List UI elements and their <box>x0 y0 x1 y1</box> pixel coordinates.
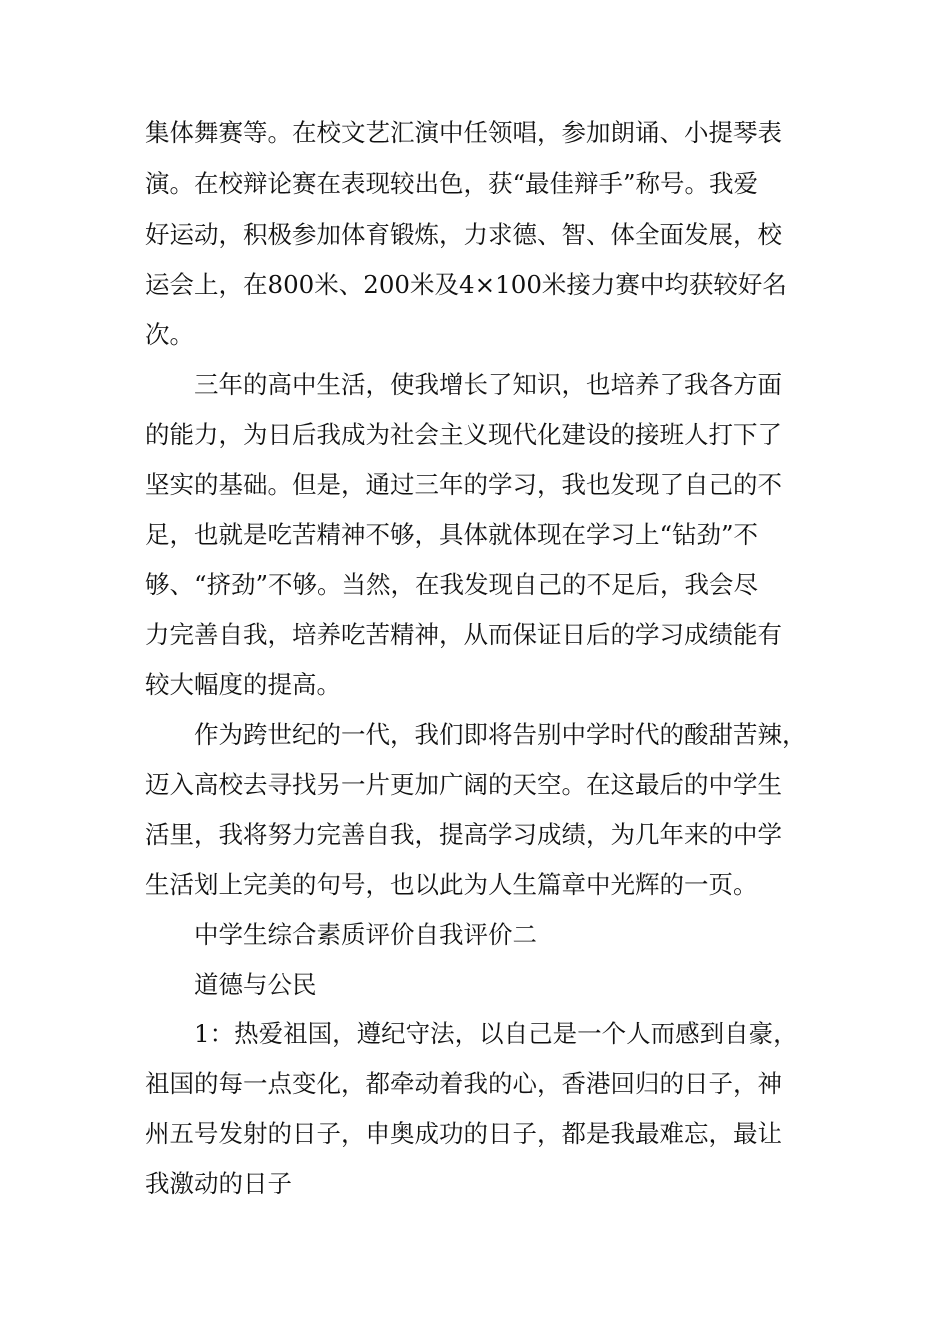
text-line: 活里，我将努力完善自我，提高学习成绩，为几年来的中学 <box>145 820 782 849</box>
subsection-heading: 道德与公民 <box>194 970 317 999</box>
text-line: 生活划上完美的句号，也以此为人生篇章中光辉的一页。 <box>145 870 758 899</box>
text-line: 运会上，在800米、200米及4×100米接力赛中均获较好名 <box>145 270 787 299</box>
text-line: 力完善自我，培养吃苦精神，从而保证日后的学习成绩能有 <box>145 620 782 649</box>
text-line: 坚实的基础。但是，通过三年的学习，我也发现了自己的不 <box>145 470 782 499</box>
section-heading: 中学生综合素质评价自我评价二 <box>194 920 537 949</box>
text-line: 足，也就是吃苦精神不够，具体就体现在学习上“钻劲”不 <box>145 520 759 549</box>
text-line: 演。在校辩论赛在表现较出色，获“最佳辩手”称号。我爱 <box>145 169 759 198</box>
text-line: 我激动的日子 <box>145 1169 292 1198</box>
text-line: 三年的高中生活，使我增长了知识，也培养了我各方面 <box>194 370 782 399</box>
text-line: 祖国的每一点变化，都牵动着我的心，香港回归的日子，神 <box>145 1069 782 1098</box>
text-line: 州五号发射的日子，申奥成功的日子，都是我最难忘，最让 <box>145 1119 782 1148</box>
text-line: 较大幅度的提高。 <box>145 670 341 699</box>
text-line: 作为跨世纪的一代，我们即将告别中学时代的酸甜苦辣， <box>194 720 807 749</box>
text-line: 的能力，为日后我成为社会主义现代化建设的接班人打下了 <box>145 420 782 449</box>
text-line: 集体舞赛等。在校文艺汇演中任领唱，参加朗诵、小提琴表 <box>145 118 782 147</box>
text-line: 迈入高校去寻找另一片更加广阔的天空。在这最后的中学生 <box>145 770 782 799</box>
text-line: 好运动，积极参加体育锻炼，力求德、智、体全面发展，校 <box>145 220 782 249</box>
text-line: 够、“挤劲”不够。当然，在我发现自己的不足后，我会尽 <box>145 570 759 599</box>
text-line: 次。 <box>145 320 194 349</box>
text-line: 1：热爱祖国，遵纪守法，以自己是一个人而感到自豪， <box>194 1019 798 1048</box>
